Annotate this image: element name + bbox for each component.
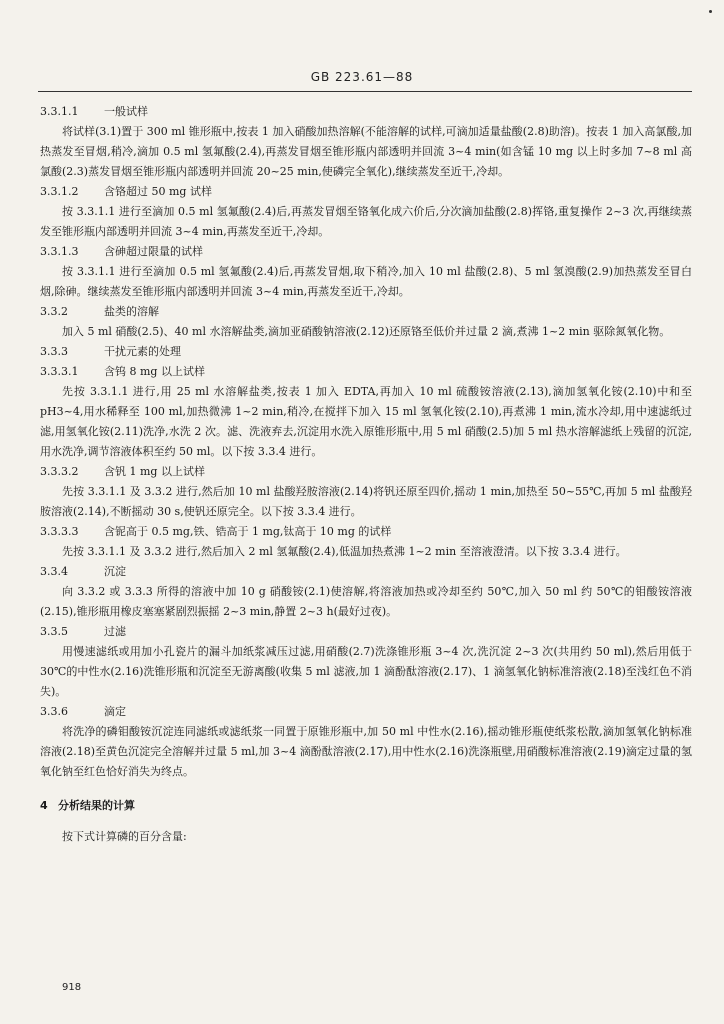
heading-3-3-2: 3.3.2 盐类的溶解 [40,305,159,318]
paragraph-3-3-4: 向 3.3.2 或 3.3.3 所得的溶液中加 10 g 硝酸铵(2.1)使溶解,将溶液加热或冷却至约 50℃,加入 50 ml 约 50℃的钼酸铵溶液(2.15),锥形瓶用橡皮塞塞紧剧烈振摇 2~3 min,静置 2~3 h(最好过夜)。 [40,585,692,618]
heading-3-3-1-3: 3.3.1.3 含砷超过限量的试样 [40,245,203,258]
paragraph-3-3-3-2: 先按 3.3.1.1 及 3.3.2 进行,然后加 10 ml 盐酸羟胺溶液(2.14)将钒还原至四价,摇动 1 min,加热至 50~55℃,再加 5 ml 盐酸羟胺溶液(2.14),不断摇动 30 s,使钒还原完全。以下按 3.3.4 进行。 [40,485,692,518]
paragraph-3-3-6: 将洗净的磷钼酸铵沉淀连同滤纸或滤纸浆一同置于原锥形瓶中,加 50 ml 中性水(2.16),摇动锥形瓶使纸浆松散,滴加氢氧化钠标准溶液(2.18)至黄色沉淀完全溶解并过量 5 ml,加 3~4 滴酚酞溶液(2.17),用中性水(2.16)洗涤瓶壁,用硝酸标准溶液(2.19)滴定过量的氢氧化钠至红色恰好消失为终点。 [40,725,692,778]
heading-3-3-3-2: 3.3.3.2 含钒 1 mg 以上试样 [40,465,205,478]
heading-3-3-3-3: 3.3.3.3 含铌高于 0.5 mg,铁、锆高于 1 mg,钛高于 10 mg 的试样 [40,525,392,538]
paragraph-3-3-2: 加入 5 ml 硝酸(2.5)、40 ml 水溶解盐类,滴加亚硝酸钠溶液(2.12)还原铬至低价并过量 2 滴,煮沸 1~2 min 驱除氮氧化物。 [62,325,671,338]
heading-3-3-6: 3.3.6 滴定 [40,705,126,718]
heading-3-3-1-1: 3.3.1.1 一般试样 [40,105,148,118]
paragraph-3-3-5: 用慢速滤纸或用加小孔瓷片的漏斗加纸浆减压过滤,用硝酸(2.7)洗涤锥形瓶 3~4 次,洗沉淀 2~3 次(共用约 50 ml),然后用低于 30℃的中性水(2.16)洗锥形瓶和沉淀至无游离酸(收集 5 ml 滤液,加 1 滴酚酞溶液(2.17)、1 滴氢氧化钠标准溶液(2.18)至浅红色不消失)。 [40,645,692,698]
standard-code-header: GB 223.61—88 [310,70,414,84]
heading-3-3-3: 3.3.3 干扰元素的处理 [40,345,181,358]
heading-3-3-4: 3.3.4 沉淀 [40,565,126,578]
paragraph-3-3-3-3: 先按 3.3.1.1 及 3.3.2 进行,然后加入 2 ml 氢氟酸(2.4),低温加热煮沸 1~2 min 至溶液澄清。以下按 3.3.4 进行。 [62,545,627,558]
paragraph-3-3-1-2: 按 3.3.1.1 进行至滴加 0.5 ml 氢氟酸(2.4)后,再蒸发冒烟至铬氧化成六价后,分次滴加盐酸(2.8)挥铬,重复操作 2~3 次,再继续蒸发至锥形瓶内部透明并回流 3~4 min,再蒸发至近干,冷却。 [40,205,692,238]
scan-speck [709,10,712,13]
heading-section-4: 4 分析结果的计算 [40,799,135,812]
paragraph-3-3-3-1: 先按 3.3.1.1 进行,用 25 ml 水溶解盐类,按表 1 加入 EDTA,再加入 10 ml 硫酸铵溶液(2.13),滴加氢氧化铵(2.10)中和至 pH3~4,用水稀释至 100 ml,加热微沸 1~2 min,稍冷,在搅拌下加入 15 ml 氢氧化铵(2.10),再煮沸 1 min,流水冷却,用中速滤纸过滤,用氢氧化铵(2.11)洗净,水洗 2 次。滤、洗液弃去,沉淀用水洗入原锥形瓶中,用 5 ml 硝酸(2.5)加 5 ml 热水溶解滤纸上残留的沉淀,用水洗净,调节溶液体积至约 50 ml。以下按 3.3.4 进行。 [40,385,692,458]
heading-3-3-5: 3.3.5 过滤 [40,625,126,638]
header-rule [38,91,692,92]
heading-3-3-1-2: 3.3.1.2 含铬超过 50 mg 试样 [40,185,212,198]
paragraph-3-3-1-3: 按 3.3.1.1 进行至滴加 0.5 ml 氢氟酸(2.4)后,再蒸发冒烟,取下稍冷,加入 10 ml 盐酸(2.8)、5 ml 氢溴酸(2.9)加热蒸发至冒白烟,除砷。继续蒸发至锥形瓶内部透明并回流 3~4 min,再蒸发至近干,冷却。 [40,265,692,298]
document-body [40,102,692,847]
page-number: 918 [62,982,82,993]
calculation-intro: 按下式计算磷的百分含量: [62,830,187,843]
paragraph-3-3-1-1: 将试样(3.1)置于 300 ml 锥形瓶中,按表 1 加入硝酸加热溶解(不能溶解的试样,可滴加适量盐酸(2.8)助溶)。按表 1 加入高氯酸,加热蒸发至冒烟,稍冷,滴加 0.5 ml 氢氟酸(2.4),再蒸发冒烟至锥形瓶内部透明并回流 3~4 min(如含锰 10 mg 以上时多加 7~8 ml 高氯酸(2.3)蒸发冒烟至锥形瓶内部透明并回流 20~25 min,使磷完全氧化),继续蒸发至近干,冷却。 [40,125,692,178]
heading-3-3-3-1: 3.3.3.1 含钨 8 mg 以上试样 [40,365,205,378]
